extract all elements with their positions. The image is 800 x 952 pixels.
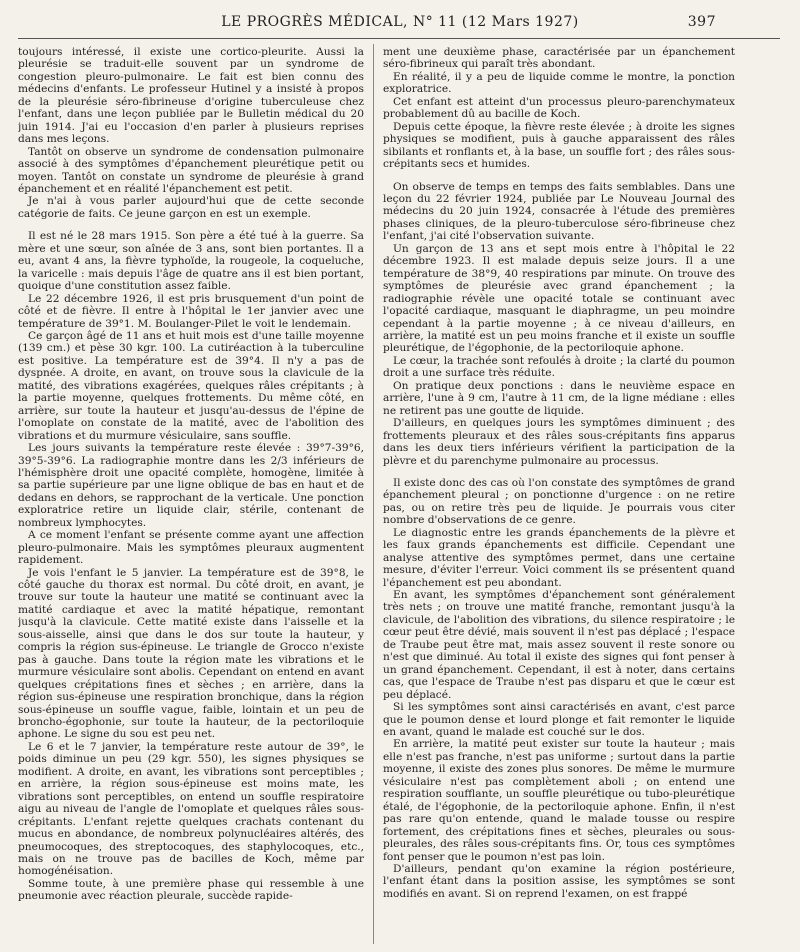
page-number: 397 bbox=[687, 14, 716, 30]
paragraph: Le diagnostic entre les grands épanchements de la plèvre et les faux grands épanchements est difficile. Cependant une analyse attentive des symptômes permet, dans une certaine mesure, d'éviter l'erreur. Voici comment ils se présentent quand l'épanchement est peu abondant. bbox=[383, 526, 735, 589]
paragraph: Ce garçon âgé de 11 ans et huit mois est d'une taille moyenne (139 cm.) et pèse 30 kgr. 100. La cutiréaction à la tuberculine est positive. La température est de 39°4. Il n'y a pas de dyspnée. A droite, en avant, on trouve sous la clavicule de la matité, des vibrations exagérées, quelques râles crépitants ; à la partie moyenne, quelques frottements. Du même côté, en arrière, sur toute la hauteur et jusqu'au-dessus de l'épine de l'omoplate on constate de la matité, avec de l'abolition des vibrations et du murmure vésiculaire, sans souffle. bbox=[18, 329, 364, 442]
paragraph: Il existe donc des cas où l'on constate des symptômes de grand épanchement pleural ; on ponctionne d'urgence : on ne retire pas, ou on retire très peu de liquide. Je pourrais vous citer nombre d'observations de ce genre. bbox=[383, 476, 735, 527]
paragraph: En réalité, il y a peu de liquide comme le montre, la ponction exploratrice. bbox=[383, 70, 735, 96]
section-gap bbox=[383, 171, 735, 181]
paragraph: Un garçon de 13 ans et sept mois entre à l'hôpital le 22 décembre 1923. Il est malade depuis seize jours. Il a une température de 38°9, 40 respirations par minute. On trouve des symptômes de pleurésie avec grand épanchement ; la radiographie révèle une opacité totale se continuant avec l'opacité cardiaque, masquant le diaphragme, un peu moindre cependant à la partie moyenne ; à ce niveau d'ailleurs, en arrière, la matité est un peu moins franche et il existe un souffle pleurétique, de l'égophonie, de la pectoriloquie aphone. bbox=[383, 242, 735, 355]
running-header bbox=[0, 14, 800, 36]
paragraph: Le cœur, la trachée sont refoulés à droite ; la clarté du poumon droit a une surface très réduite. bbox=[383, 354, 735, 380]
paragraph: Si les symptômes sont ainsi caractérisés en avant, c'est parce que le poumon dense et lourd plonge et fait remonter le liquide en avant, quand le malade est couché sur le dos. bbox=[383, 701, 735, 739]
paragraph: Tantôt on observe un syndrome de condensation pulmonaire associé à des symptômes d'épanchement pleurétique petit ou moyen. Tantôt on constate un syndrome de pleurésie à grand épanchement et en réalité l'épanchement est petit. bbox=[18, 145, 364, 195]
paragraph: A ce moment l'enfant se présente comme ayant une affection pleuro-pulmonaire. Mais les symptômes pleuraux augmentent rapidement. bbox=[18, 529, 364, 567]
paragraph: On observe de temps en temps des faits semblables. Dans une leçon du 22 février 1924, publiée par Le Nouveau Journal des médecins du 20 juin 1924, consacrée à l'étude des premières phases cliniques, de la pleuro-tuberculose séro-fibrineuse chez l'enfant, j'ai cité l'observation suivante. bbox=[383, 180, 735, 243]
paragraph: Les jours suivants la température reste élevée : 39°7-39°6, 39°5-39°6. La radiographie montre dans les 2/3 inférieurs de l'hémisphère droit une opacité complète, homogène, limitée à sa partie supérieure par une ligne oblique de bas en haut et de dedans en dehors, se rapprochant de la verticale. Une ponction exploratrice retire un liquide clair, stérile, contenant de nombreux lymphocytes. bbox=[18, 442, 364, 529]
section-gap bbox=[18, 220, 364, 230]
paragraph: Je vois l'enfant le 5 janvier. La température est de 39°8, le côté gauche du thorax est normal. Du côté droit, en avant, je trouve sur toute la hauteur une matité se continuant avec la matité cardiaque et avec la matité hépatique, remontant jusqu'à la clavicule. Cette matité existe dans l'aisselle et la sous-aisselle, ainsi que dans le dos sur toute la hauteur, y compris la région sus-épineuse. Le triangle de Grocco n'existe pas à gauche. Dans toute la région mate les vibrations et le murmure vésiculaire sont abolis. Cependant on entend en avant quelques crépitations fines et sèches ; en arrière, dans la région sus-épineuse une respiration bronchique, dans la région sous-épineuse un souffle vague, faible, lointain et un peu de broncho-égophonie, sur toute la hauteur, de la pectoriloquie aphone. Le signe du sou est peu net. bbox=[18, 566, 364, 741]
paragraph: D'ailleurs, pendant qu'on examine la région postérieure, l'enfant étant dans la position assise, les symptômes se sont modifiés en avant. Si on reprend l'examen, on est frappé bbox=[383, 863, 735, 900]
left-column bbox=[18, 46, 364, 951]
section-gap bbox=[383, 467, 735, 477]
paragraph: Somme toute, à une première phase qui ressemble à une pneumonie avec réaction pleurale, succède rapide- bbox=[18, 877, 364, 903]
right-column bbox=[383, 46, 735, 951]
paragraph: Je n'ai à vous parler aujourd'hui que de cette seconde catégorie de faits. Ce jeune garçon en est un exemple. bbox=[18, 195, 364, 220]
paragraph: En arrière, la matité peut exister sur toute la hauteur ; mais elle n'est pas franche, n'est pas uniforme ; surtout dans la partie moyenne, il existe des zones plus sonores. De même le murmure vésiculaire n'est pas complètement aboli ; on entend une respiration soufflante, un souffle pleurétique ou tubo-pleurétique étalé, de l'égophonie, de la pectoriloquie aphone. Enfin, il n'est pas rare qu'on entende, quand le malade tousse ou respire fortement, des crépitations fines et sèches, pleurales ou sous-pleurales, des râles sous-crépitants fins. Or, tous ces symptômes font penser que le poumon n'est pas loin. bbox=[383, 738, 735, 863]
paragraph: D'ailleurs, en quelques jours les symptômes diminuent ; des frottements pleuraux et des râles sous-crépitants fins apparus dans les deux tiers inférieurs vérifient la participation de la plèvre et du parenchyme pulmonaire au processus. bbox=[383, 417, 735, 467]
paragraph: ment une deuxième phase, caractérisée par un épanchement séro-fibrineux qui paraît très abondant. bbox=[383, 46, 735, 71]
paragraph: Il est né le 28 mars 1915. Son père a été tué à la guerre. Sa mère et une sœur, son aînée de 3 ans, sont bien portantes. Il a eu, avant 4 ans, la fièvre typhoïde, la rougeole, la coqueluche, la varicelle : mais depuis l'âge de quatre ans il est bien portant, quoique d'une constitution assez faible. bbox=[18, 230, 364, 293]
paragraph: Le 22 décembre 1926, il est pris brusquement d'un point de côté et de fièvre. Il entre à l'hôpital le 1er janvier avec une température de 39°1. M. Boulanger-Pilet le voit le lendemain. bbox=[18, 292, 364, 330]
journal-title: LE PROGRÈS MÉDICAL, N° 11 (12 Mars 1927) bbox=[221, 14, 579, 30]
header-rule bbox=[18, 38, 780, 39]
paragraph: On pratique deux ponctions : dans le neuvième espace en arrière, l'une à 9 cm, l'autre à 11 cm, de la ligne médiane : elles ne retirent pas une goutte de liquide. bbox=[383, 379, 735, 417]
paragraph: Depuis cette époque, la fièvre reste élevée ; à droite les signes physiques se modifient, puis à gauche apparaissent des râles sibilants et ronflants et, à la base, un souffle fort ; des râles sous-crépitants secs et humides. bbox=[383, 120, 735, 171]
paragraph: En avant, les symptômes d'épanchement sont généralement très nets ; on trouve une matité franche, remontant jusqu'à la clavicule, de l'abolition des vibrations, du silence respiratoire ; le cœur peut être dévié, mais souvent il n'est pas déplacé ; l'espace de Traube peut être mat, mais assez souvent il reste sonore ou n'est que diminué. Au total il existe des signes qui font penser à un grand épanchement. Cependant, il est à noter, dans certains cas, que l'espace de Traube n'est pas disparu et que le cœur est peu déplacé. bbox=[383, 589, 735, 701]
paragraph: Le 6 et le 7 janvier, la température reste autour de 39°, le poids diminue un peu (29 kgr. 550), les signes physiques se modifient. A droite, en avant, les vibrations sont perceptibles ; en arrière, la région sous-épineuse est moins mate, les vibrations sont perceptibles, on entend un souffle respiratoire aigu au niveau de l'angle de l'omoplate et quelques râles sous-crépitants. L'enfant rejette quelques crachats contenant du mucus en abondance, de nombreux polynucléaires altérés, des pneumocoques, des streptocoques, des staphylocoques, etc., mais on ne trouve pas de bacilles de Koch, même par homogénéisation. bbox=[18, 740, 364, 878]
column-divider bbox=[373, 44, 374, 944]
paragraph: Cet enfant est atteint d'un processus pleuro-parenchymateux probablement dû au bacille de Koch. bbox=[383, 95, 735, 121]
paragraph: toujours intéressé, il existe une cortico-pleurite. Aussi la pleurésie se traduit-elle souvent par un syndrome de congestion pleuro-pulmonaire. Le fait est bien connu des médecins d'enfants. Le professeur Hutinel y a insisté à propos de la pleurésie séro-fibrineuse d'origine tuberculeuse chez l'enfant, dans une leçon publiée par le Bulletin médical du 20 juin 1914. J'ai eu l'occasion d'en parler à plusieurs reprises dans mes leçons. bbox=[18, 46, 364, 146]
